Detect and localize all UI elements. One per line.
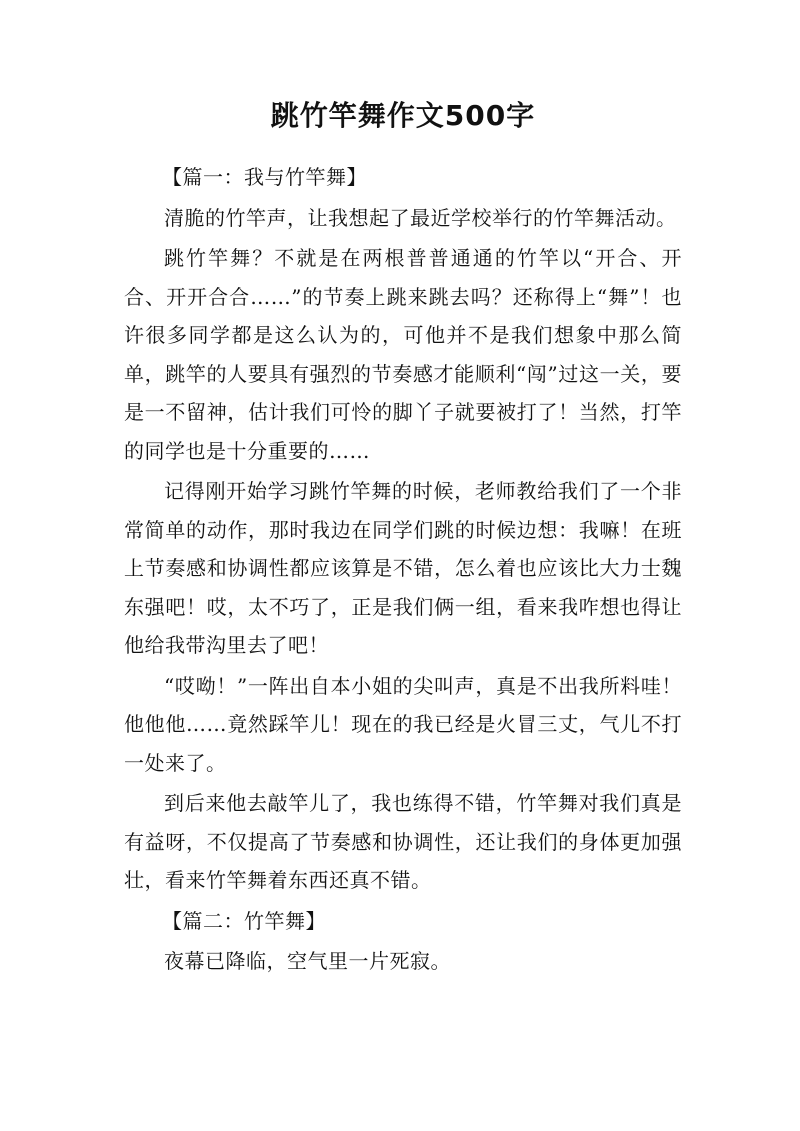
paragraph-5: 到后来他去敲竿儿了，我也练得不错，竹竿舞对我们真是有益呀，不仅提高了节奏感和协调性，还让我们的身体更加强壮，看来竹竿舞着东西还真不错。 bbox=[124, 791, 682, 892]
document-page bbox=[124, 96, 682, 983]
section-heading-2: 【篇二：竹竿舞】 bbox=[162, 908, 326, 933]
document-title: 跳竹竿舞作文500字 bbox=[270, 99, 536, 132]
paragraph-2: 跳竹竿舞？不就是在两根普普通通的竹竿以“开合、开合、开开合合……”的节奏上跳来跳去吗？还称得上“舞”！也许很多同学都是这么认为的，可他并不是我们想象中那么简单，跳竿的人要具有强烈的节奏感才能顺利“闯”过这一关，要是一不留神，估计我们可怜的脚丫子就要被打了！当然，打竿的同学也是十分重要的…… bbox=[124, 246, 682, 463]
section-heading-1: 【篇一：我与竹竿舞】 bbox=[162, 165, 367, 189]
paragraph-1: 清脆的竹竿声，让我想起了最近学校举行的竹竿舞活动。 bbox=[164, 205, 677, 230]
paragraph-6: 夜幕已降临，空气里一片死寂。 bbox=[164, 949, 451, 973]
paragraph-3: 记得刚开始学习跳竹竿舞的时候，老师教给我们了一个非常简单的动作，那时我边在同学们跳的时候边想：我嘛！在班上节奏感和协调性都应该算是不错，怎么着也应该比大力士魏东强吧！哎，太不巧了，正是我们俩一组，看来我咋想也得让他给我带沟里去了吧！ bbox=[124, 479, 682, 657]
paragraph-4: “哎呦！”一阵出自本小姐的尖叫声，真是不出我所料哇！他他他……竟然踩竿儿！现在的我已经是火冒三丈，气儿不打一处来了。 bbox=[124, 673, 682, 775]
document-body bbox=[124, 158, 682, 981]
